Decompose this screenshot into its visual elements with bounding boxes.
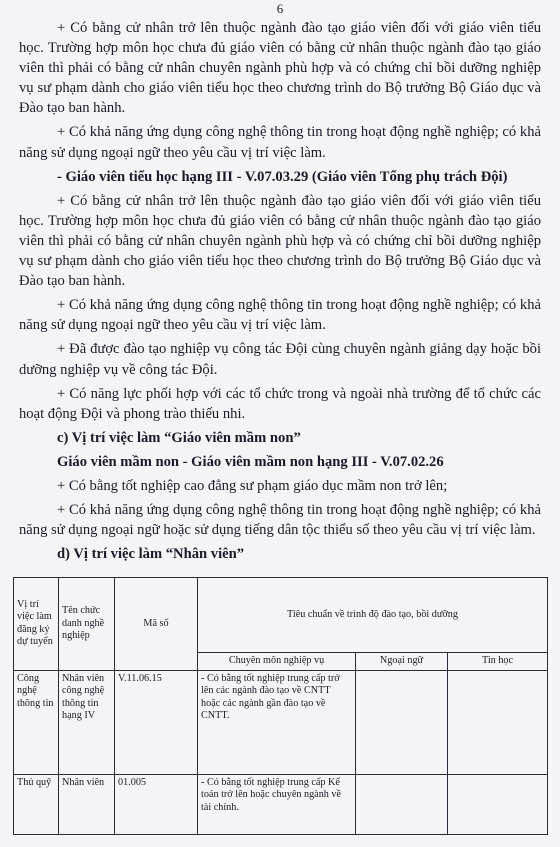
heading-team-leader-teacher: - Giáo viên tiểu học hạng III - V.07.03.29 (Giáo viên Tổng phụ trách Đội) bbox=[57, 168, 508, 185]
cell-position: Thủ quỹ bbox=[14, 774, 59, 834]
paragraph-preschool-degree: + Có bằng tốt nghiệp cao đẳng sư phạm giáo dục mầm non trở lên; bbox=[57, 477, 448, 494]
header-title: Tên chức danh nghề nghiệp bbox=[59, 578, 115, 671]
cell-code: V.11.06.15 bbox=[115, 670, 198, 774]
paragraph-coordination: + Có năng lực phối hợp với các tổ chức trong và ngoài nhà trường để tổ chức các hoạt động Đội và phong trào thiếu nhi. bbox=[19, 385, 541, 422]
paragraph-primary-degree: + Có bằng cử nhân trở lên thuộc ngành đào tạo giáo viên đối với giáo viên tiểu học. Trường hợp môn học chưa đủ giáo viên có bằng cử nhân thuộc ngành đào tạo giáo viên thì phải có bằng cử nhân chuyên ngành phù hợp và có chứng chỉ bồi dưỡng nghiệp vụ sư phạm dành cho giáo viên tiểu học theo chương trình do Bộ trưởng Bộ Giáo dục và Đào tạo ban hành. bbox=[19, 20, 541, 117]
cell-language bbox=[356, 774, 448, 834]
document-body bbox=[19, 18, 541, 568]
paragraph-team-leader-it: + Có khả năng ứng dụng công nghệ thông tin trong hoạt động nghề nghiệp; có khả năng sử dụng ngoại ngữ theo yêu cầu vị trí việc làm. bbox=[19, 297, 541, 334]
header-position: Vị trí việc làm đăng ký dự tuyển bbox=[14, 578, 59, 671]
cell-it bbox=[448, 670, 548, 774]
table-row bbox=[14, 670, 548, 774]
cell-language bbox=[356, 670, 448, 774]
staff-standards-table bbox=[13, 577, 548, 835]
cell-title: Nhân viên bbox=[59, 774, 115, 834]
header-code: Mã số bbox=[115, 578, 198, 671]
table-row bbox=[14, 774, 548, 834]
cell-specialty: - Có bằng tốt nghiệp trung cấp trở lên các ngành đào tạo về CNTT hoặc các ngành gần đào tạo về CNTT. bbox=[198, 670, 356, 774]
heading-staff-position: d) Vị trí việc làm “Nhân viên” bbox=[57, 546, 245, 563]
heading-preschool-position: c) Vị trí việc làm “Giáo viên mầm non” bbox=[57, 429, 301, 446]
cell-specialty: - Có bằng tốt nghiệp trung cấp Kế toán trở lên hoặc chuyên ngành về tài chính. bbox=[198, 774, 356, 834]
heading-preschool-rank: Giáo viên mầm non - Giáo viên mầm non hạng III - V.07.02.26 bbox=[57, 453, 444, 470]
paragraph-team-leader-degree: + Có bằng cử nhân trở lên thuộc ngành đào tạo giáo viên đối với giáo viên tiểu học. Trường hợp môn học chưa đủ giáo viên có bằng cử nhân thuộc ngành đào tạo giáo viên thì phải có bằng cử nhân chuyên ngành phù hợp và có chứng chỉ bồi dưỡng nghiệp vụ sư phạm dành cho giáo viên tiểu học theo chương trình do Bộ trưởng Bộ Giáo dục và Đào tạo ban hành. bbox=[19, 192, 541, 290]
paragraph-preschool-it: + Có khả năng ứng dụng công nghệ thông tin trong hoạt động nghề nghiệp; có khả năng sử dụng ngoại ngữ hoặc sử dụng tiếng dân tộc thiểu số theo yêu cầu vị trí việc làm. bbox=[19, 502, 541, 539]
paragraph-it-language: + Có khả năng ứng dụng công nghệ thông tin trong hoạt động nghề nghiệp; có khả năng sử dụng ngoại ngữ theo yêu cầu vị trí việc làm. bbox=[19, 124, 541, 161]
page-number: 6 bbox=[276, 1, 284, 16]
cell-position: Công nghệ thông tin bbox=[14, 670, 59, 774]
table-header-row bbox=[14, 578, 548, 653]
header-specialty: Chuyên môn nghiệp vụ bbox=[198, 653, 356, 671]
header-language: Ngoại ngữ bbox=[356, 653, 448, 671]
cell-it bbox=[448, 774, 548, 834]
cell-title: Nhân viên công nghệ thông tin hạng IV bbox=[59, 670, 115, 774]
paragraph-team-training: + Đã được đào tạo nghiệp vụ công tác Đội cùng chuyên ngành giảng dạy hoặc bồi dưỡng nghiệp vụ về công tác Đội. bbox=[19, 341, 541, 378]
cell-code: 01.005 bbox=[115, 774, 198, 834]
header-standards: Tiêu chuẩn về trình độ đào tạo, bồi dưỡng bbox=[198, 578, 548, 653]
header-it: Tin học bbox=[448, 653, 548, 671]
